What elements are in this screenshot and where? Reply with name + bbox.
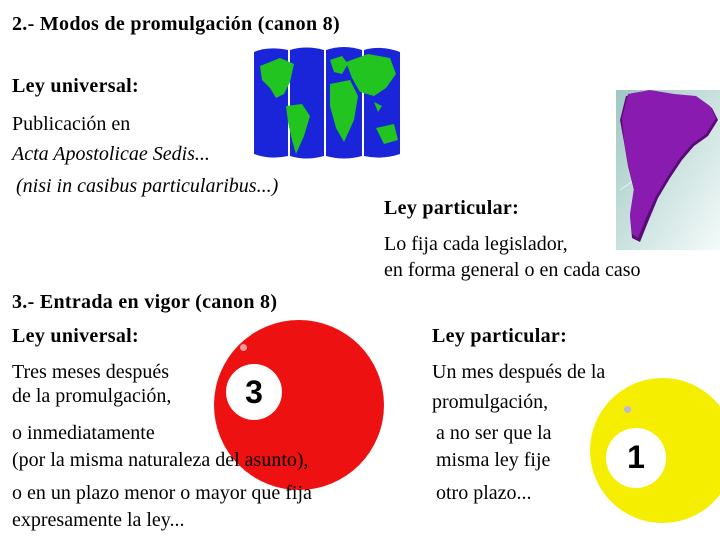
- promulgation-line-3: (nisi in casibus particularibus...): [16, 175, 279, 197]
- universal-law-label: Ley universal:: [12, 75, 139, 97]
- world-map-image: [250, 44, 402, 162]
- entry-particular-line: Un mes después de la: [432, 361, 606, 383]
- particular-line-1: Lo fija cada legislador,: [384, 233, 568, 255]
- particular-line-2: en forma general o en cada caso: [384, 259, 641, 281]
- entry-particular-line: promulgación,: [432, 391, 549, 413]
- ball-number-3: 3: [226, 364, 282, 420]
- south-america-map-image: [616, 90, 720, 250]
- entry-universal-line: o en un plazo menor o mayor que fija: [12, 482, 312, 504]
- entry-universal-line: expresamente la ley...: [12, 509, 185, 531]
- entry-universal-line: de la promulgación,: [12, 385, 172, 407]
- particular-law-label: Ley particular:: [384, 197, 520, 219]
- entry-particular-line: otro plazo...: [436, 482, 532, 504]
- promulgation-line-2: Acta Apostolicae Sedis...: [12, 143, 210, 165]
- entry-universal-label: Ley universal:: [12, 325, 139, 347]
- entry-universal-line: (por la misma naturaleza del asunto),: [12, 449, 309, 471]
- ball-highlight: [624, 406, 631, 413]
- entry-universal-line: Tres meses después: [12, 361, 170, 383]
- entry-particular-line: misma ley fije: [436, 449, 551, 471]
- section3-heading: 3.- Entrada en vigor (canon 8): [12, 291, 278, 313]
- section2-heading: 2.- Modos de promulgación (canon 8): [12, 13, 340, 35]
- entry-particular-label: Ley particular:: [432, 325, 568, 347]
- entry-universal-line: o inmediatamente: [12, 422, 155, 444]
- ball-highlight: [240, 344, 247, 351]
- entry-particular-line: a no ser que la: [436, 422, 552, 444]
- ball-number-1: 1: [606, 428, 666, 488]
- promulgation-line-1: Publicación en: [12, 113, 131, 135]
